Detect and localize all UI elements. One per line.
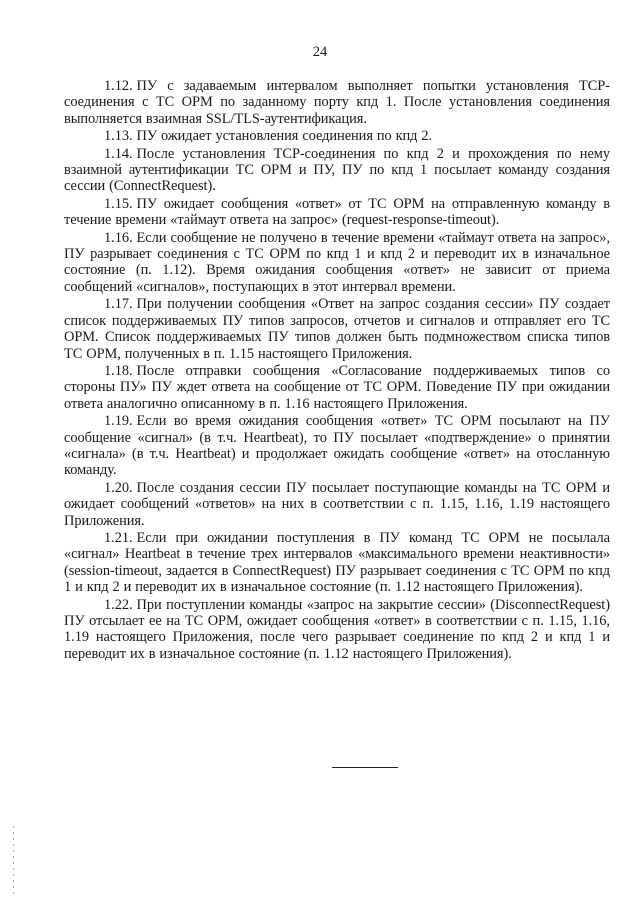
end-of-text-divider	[332, 767, 398, 768]
paragraph-number: 1.20.	[104, 479, 133, 496]
paragraph-text: ПУ с задаваемым интервалом выполняет попытки установления TCP-соединения с ТС ОРМ по заданному порту кпд 1. После установления соединения выполняется взаимная SSL/TLS-аутентификация.	[64, 78, 610, 127]
paragraph-text: После отправки сообщения «Согласование поддерживаемых типов со стороны ПУ» ПУ ждет ответа на сообщение от ТС ОРМ. Поведение ПУ при ожидании ответа аналогично описанному в п. 1.16 настоящего Приложения.	[64, 362, 610, 412]
document-body	[64, 78, 610, 663]
paragraph-1-21	[64, 530, 610, 596]
paragraph-1-12	[64, 78, 610, 127]
paragraph-number: 1.16.	[104, 229, 133, 246]
paragraph-number: 1.21.	[104, 529, 133, 546]
paragraph-number: 1.18.	[104, 362, 133, 379]
paragraph-number: 1.22.	[104, 596, 133, 613]
paragraph-text: Если сообщение не получено в течение времени «таймаут ответа на запрос», ПУ разрывает соединения с ТС ОРМ по кпд 1 и кпд 2 и переводит их в изначальное состояние (п. 1.12). Время ожидания сообщения «ответ» не зависит от приема сообщений «сигналов», поступающих в этот интервал времени.	[64, 229, 610, 295]
paragraph-number: 1.17.	[104, 296, 133, 313]
paragraph-text: После создания сессии ПУ посылает поступающие команды на ТС ОРМ и ожидает сообщений «ответов» на них в соответствии с п. 1.15, 1.16, 1.19 настоящего Приложения.	[64, 479, 610, 529]
scan-artifact-line	[13, 826, 14, 896]
paragraph-number: 1.19.	[104, 413, 133, 430]
paragraph-1-19	[64, 413, 610, 479]
paragraph-1-14	[64, 146, 610, 195]
paragraph-text: После установления TCP-соединения по кпд 2 и прохождения по нему взаимной аутентификации ТС ОРМ и ПУ, ПУ по кпд 1 посылает команду создания сессии (ConnectRequest).	[64, 145, 610, 195]
paragraph-number: 1.13.	[104, 128, 133, 145]
paragraph-number: 1.12.	[104, 78, 133, 94]
paragraph-text: Если во время ожидания сообщения «ответ» ТС ОРМ посылают на ПУ сообщение «сигнал» (в т.ч. Heartbeat), то ПУ посылает «подтверждение» о принятии «сигнала» (в т.ч. Heartbeat) и продолжает ожидать сообщение «ответ» на отосланную команду.	[64, 413, 610, 479]
paragraph-text: Если при ожидании поступления в ПУ команд ТС ОРМ не посылала «сигнал» Heartbeat в течение трех интервалов «максимального времени неактивности» (session-timeout, задается в ConnectRequest) ПУ разрывает соединения с ТС ОРМ по кпд 1 и кпд 2 и переводит их в изначальное состояние (п. 1.12 настоящего Приложения).	[64, 529, 610, 596]
paragraph-number: 1.14.	[104, 145, 133, 162]
paragraph-1-16	[64, 230, 610, 296]
paragraph-text: ПУ ожидает сообщения «ответ» от ТС ОРМ на отправленную команду в течение времени «таймаут ответа на запрос» (request-response-timeout).	[64, 195, 610, 229]
paragraph-1-13	[64, 128, 610, 144]
page-number: 24	[312, 44, 328, 60]
paragraph-1-17	[64, 296, 610, 362]
paragraph-1-20	[64, 480, 610, 529]
paragraph-1-18	[64, 363, 610, 412]
paragraph-number: 1.15.	[104, 195, 133, 212]
paragraph-text: При получении сообщения «Ответ на запрос создания сессии» ПУ создает список поддерживаемых ПУ типов запросов, отчетов и сигналов и отправляет его ТС ОРМ. Список поддерживаемых ПУ типов должен быть подмножеством списка типов ТС ОРМ, полученных в п. 1.15 настоящего Приложения.	[64, 296, 610, 362]
paragraph-text: ПУ ожидает установления соединения по кпд 2.	[136, 128, 433, 145]
paragraph-1-22	[64, 597, 610, 663]
paragraph-1-15	[64, 196, 610, 229]
paragraph-text: При поступлении команды «запрос на закрытие сессии» (DisconnectRequest) ПУ отсылает ее на ТС ОРМ, ожидает сообщения «ответ» в соответствии с п. 1.15, 1.16, 1.19 настоящего Приложения, после чего разрывает соединение по кпд 2 и кпд 1 и переводит их в изначальное состояние (п. 1.12 настоящего Приложения).	[64, 596, 610, 662]
